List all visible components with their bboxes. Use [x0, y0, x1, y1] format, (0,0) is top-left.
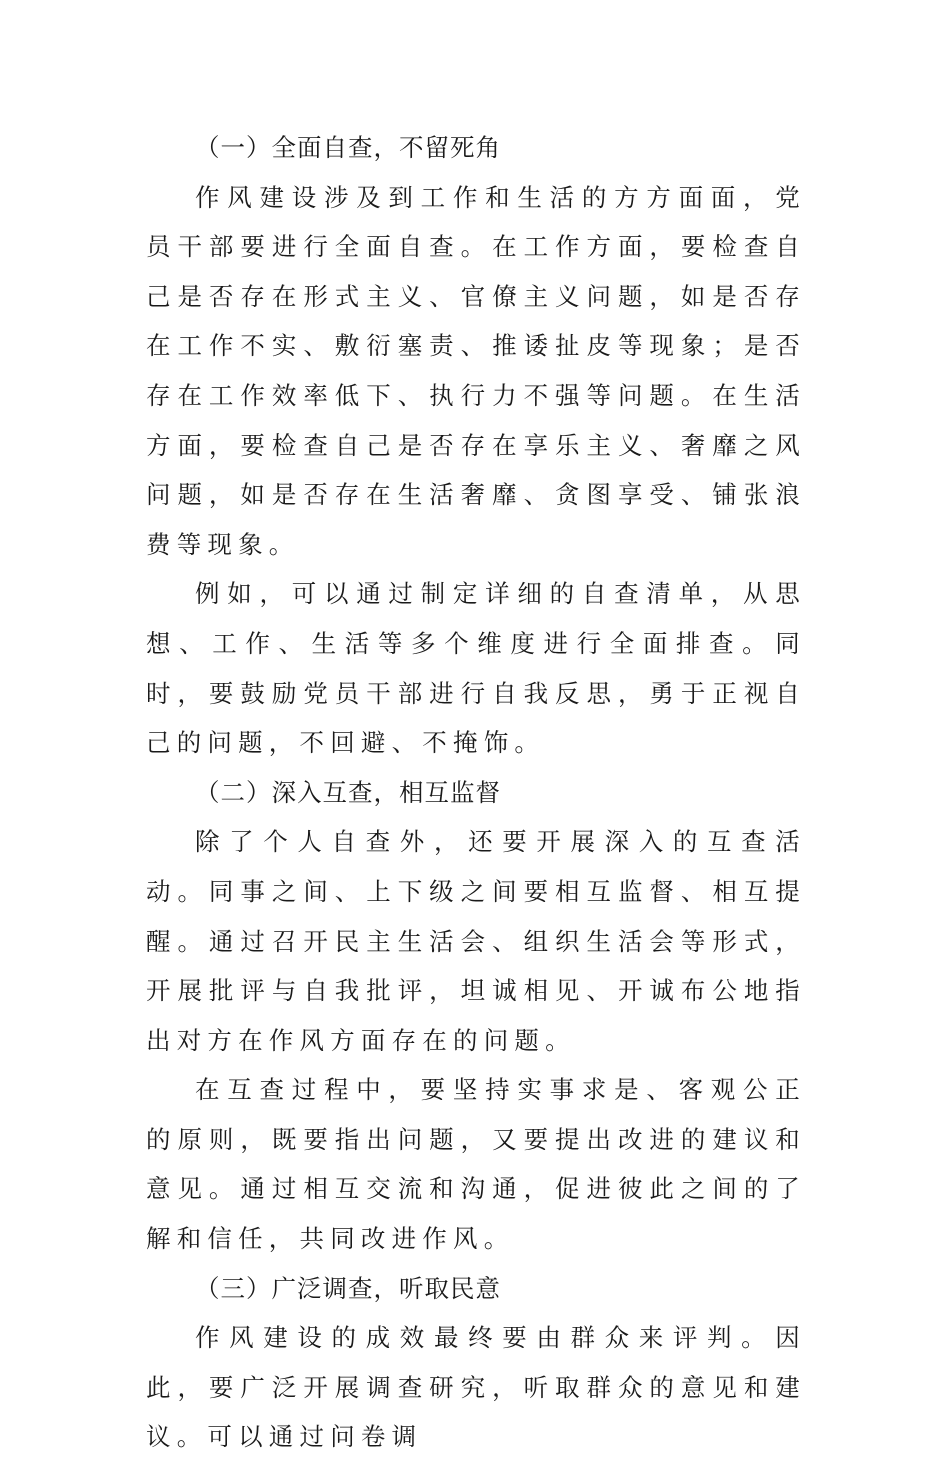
paragraph-mutual-check-principle: 在互查过程中，要坚持实事求是、客观公正的原则，既要指出问题，又要提出改进的建议和意见。通过相互交流和沟通，促进彼此之间的了解和信任，共同改进作风。 — [146, 1075, 806, 1254]
section-heading-3: （三）广泛调查，听取民意 — [195, 1273, 501, 1303]
section-heading-2: （二）深入互查，相互监督 — [195, 777, 501, 807]
paragraph-self-check: 作风建设涉及到工作和生活的方方面面，党员干部要进行全面自查。在工作方面，要检查自己是否存在形式主义、官僚主义问题，如是否存在工作不实、敷衍塞责、推诿扯皮等现象；是否存在工作效率低下、执行力不强等问题。在生活方面，要检查自己是否存在享乐主义、奢靡之风问题，如是否存在生活奢靡、贪图享受、铺张浪费等现象。 — [146, 182, 806, 559]
document-body — [146, 123, 806, 1462]
paragraph-public-survey: 作风建设的成效最终要由群众来评判。因此，要广泛开展调查研究，听取群众的意见和建议。可以通过问卷调 — [146, 1323, 806, 1452]
section-heading-1: （一）全面自查，不留死角 — [195, 133, 501, 162]
paragraph-self-check-example: 例如，可以通过制定详细的自查清单，从思想、工作、生活等多个维度进行全面排查。同时，要鼓励党员干部进行自我反思，勇于正视自己的问题，不回避、不掩饰。 — [146, 579, 806, 758]
paragraph-mutual-check: 除了个人自查外，还要开展深入的互查活动。同事之间、上下级之间要相互监督、相互提醒。通过召开民主生活会、组织生活会等形式，开展批评与自我批评，坦诚相见、开诚布公地指出对方在作风方面存在的问题。 — [146, 827, 806, 1055]
